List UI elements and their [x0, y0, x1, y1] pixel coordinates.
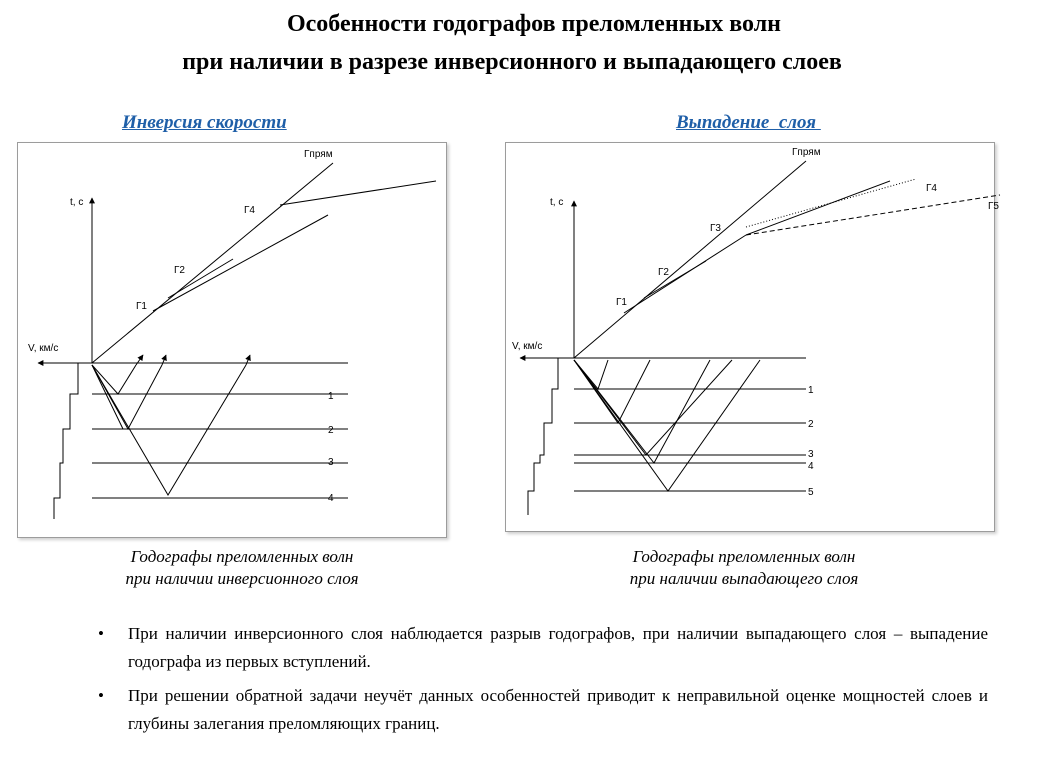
v-axis-label: V, км/с [28, 343, 59, 354]
bullet-item [98, 682, 988, 738]
label-g3: Г3 [710, 223, 721, 234]
left-caption-line-2: при наличии инверсионного слоя [125, 569, 359, 588]
layer-label-2: 2 [808, 419, 814, 430]
layer-label-3: 3 [808, 449, 814, 460]
velocity-profile [54, 363, 78, 519]
g-curve-b [644, 261, 706, 298]
label-g4: Г4 [244, 205, 255, 216]
label-gpryam: Гпрям [304, 149, 333, 160]
label-g1: Г1 [136, 301, 147, 312]
layer-label-5: 5 [808, 487, 814, 498]
right-caption-line-2: при наличии выпадающего слоя [629, 569, 859, 588]
label-g2: Г2 [658, 267, 669, 278]
bullet-list [98, 620, 988, 744]
layer-label-3: 3 [328, 457, 334, 468]
ray-4 [92, 365, 246, 495]
g-curve-c [746, 181, 890, 235]
bullet-marker: • [98, 686, 104, 705]
right-caption-line-1: Годографы преломленных волн [632, 547, 856, 566]
left-caption [72, 546, 412, 590]
left-figure [18, 143, 446, 537]
right-heading: Выпадение слоя [676, 112, 821, 133]
left-heading: Инверсия скорости [122, 112, 287, 133]
ray-branch [92, 365, 123, 429]
v-axis-label: V, км/с [512, 341, 543, 352]
bullet-item [98, 620, 988, 676]
bullet-text: При наличии инверсионного слоя наблюдается разрыв годографов, при наличии выпадающего слоя – выпадение годографа из первых вступлений. [128, 624, 988, 671]
g-curve-a [153, 215, 328, 311]
bullet-marker: • [98, 624, 104, 643]
page-title-line-2: при наличии в разрезе инверсионного и выпадающего слоев [182, 49, 842, 75]
label-gpryam: Гпрям [792, 147, 821, 158]
g-curve-c [280, 181, 436, 205]
ray-3 [574, 360, 732, 455]
layer-label-2: 2 [328, 425, 334, 436]
label-g5: Г5 [988, 201, 999, 212]
velocity-profile [528, 358, 558, 515]
g-curve-d [746, 195, 1000, 235]
label-g4: Г4 [926, 183, 937, 194]
t-axis-label: t, с [70, 197, 84, 208]
label-g2: Г2 [174, 265, 185, 276]
layer-label-4: 4 [808, 461, 814, 472]
bullet-text: При решении обратной задачи неучёт данных особенностей приводит к неправильной оценке мощностей слоев и глубины залегания преломляющих границ. [128, 686, 988, 733]
ray-5 [574, 360, 760, 491]
label-g1: Г1 [616, 297, 627, 308]
right-caption [574, 546, 914, 590]
direct-wave-line [574, 161, 806, 358]
layer-label-1: 1 [328, 391, 334, 402]
t-axis-label: t, с [550, 197, 564, 208]
left-caption-line-1: Годографы преломленных волн [130, 547, 354, 566]
layer-label-1: 1 [808, 385, 814, 396]
page-title-line-1: Особенности годографов преломленных волн [286, 11, 781, 37]
right-figure [506, 143, 999, 531]
left-figure-panel [17, 142, 447, 538]
layer-label-4: 4 [328, 493, 334, 504]
right-figure-panel [505, 142, 999, 532]
ray-2 [92, 365, 162, 429]
direct-wave-line [92, 163, 333, 363]
